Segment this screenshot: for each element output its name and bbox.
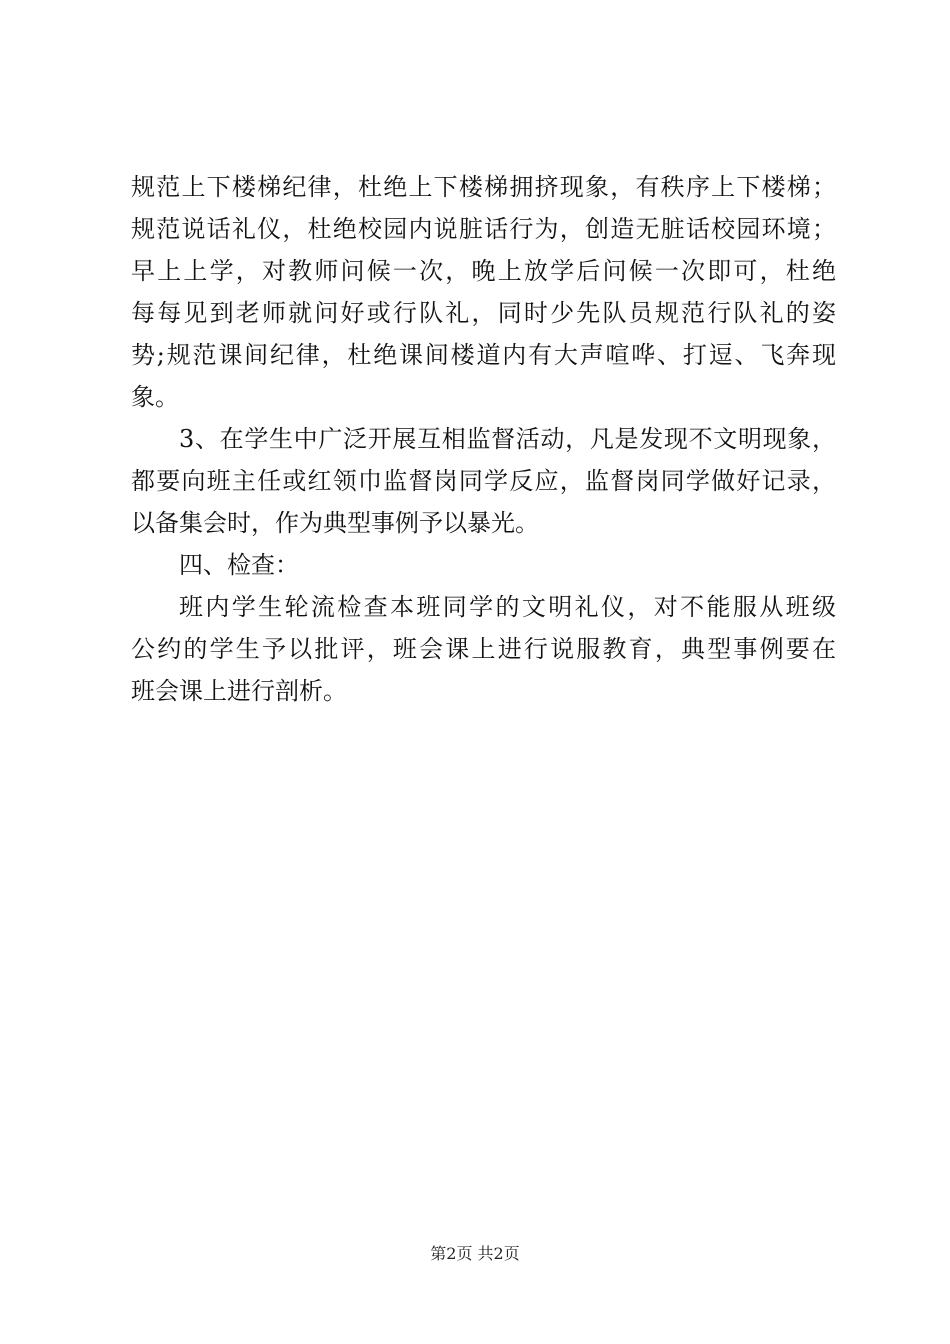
text-line: 早上上学，对教师问候一次，晚上放学后问候一次即可，杜绝 <box>131 257 836 285</box>
text-line: 班内学生轮流检查本班同学的文明礼仪，对不能服从班级 <box>179 593 836 621</box>
text-line: 象。 <box>131 383 179 411</box>
text-line: 规范上下楼梯纪律，杜绝上下楼梯拥挤现象，有秩序上下楼梯； <box>131 173 836 201</box>
section-heading: 四、检查： <box>179 551 299 579</box>
page-number-footer: 第2页 共2页 <box>430 1244 520 1263</box>
text-line: 每每见到老师就问好或行队礼，同时少先队员规范行队礼的姿 <box>131 299 836 327</box>
text-line: 班会课上进行剖析。 <box>131 677 347 705</box>
text-line: 公约的学生予以批评，班会课上进行说服教育，典型事例要在 <box>131 635 836 663</box>
document-body <box>131 166 836 712</box>
text-line: 都要向班主任或红领巾监督岗同学反应，监督岗同学做好记录， <box>131 467 836 495</box>
text-line: 以备集会时，作为典型事例予以暴光。 <box>131 509 539 537</box>
text-line: 势;规范课间纪律，杜绝课间楼道内有大声喧哗、打逗、飞奔现 <box>131 341 836 369</box>
text-line: 3、在学生中广泛开展互相监督活动，凡是发现不文明现象， <box>179 425 836 453</box>
text-line: 规范说话礼仪，杜绝校园内说脏话行为，创造无脏话校园环境； <box>131 215 836 243</box>
